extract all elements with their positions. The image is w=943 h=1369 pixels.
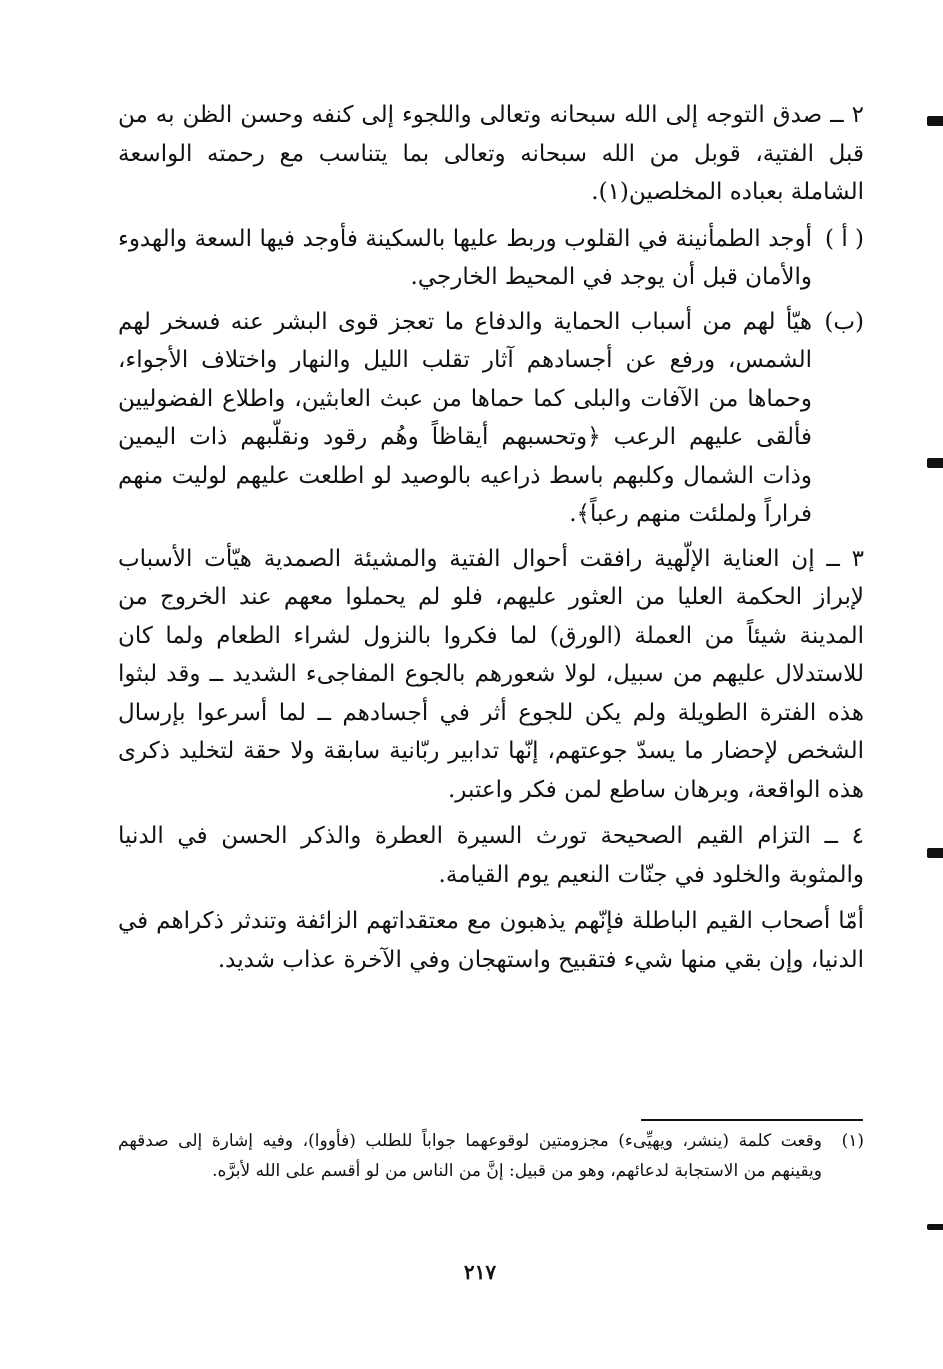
sub-item-a [118, 220, 864, 297]
binding-mark [927, 116, 943, 126]
sub-item-b-marker: (ب) [824, 308, 864, 335]
sub-item-a-text: أوجد الطمأنينة في القلوب وربط عليها بالسكينة فأوجد فيها السعة والهدوء والأمان قبل أن يوجد في المحيط الخارجي. [118, 225, 812, 290]
footnote [118, 1126, 864, 1186]
footnote-text: وقعت كلمة (ينشر، ويهيِّىء) مجزومتين لوقوعهما جواباً للطلب (فأووا)، وفيه إشارة إلى صدقهم ويقينهم من الاستجابة لدعائهم، وهو من قبيل: إنَّ من الناس من لو أقسم على الله لأبرَّه. [118, 1131, 822, 1181]
binding-mark [927, 1224, 943, 1230]
paragraph-3: ٣ ــ إن العناية الإلّهية رافقت أحوال الفتية والمشيئة الصمدية هيّأت الأسباب لإبراز الحكمة العليا من العثور عليهم، فلو لم يحملوا معهم عند الخروج من المدينة شيئاً من العملة (الورق) لما فكروا بالنزول لشراء الطعام ولما كان للاستدلال عليهم من سبيل، لولا شعورهم بالجوع المفاجىء الشديد ــ وقد لبثوا هذه الفترة الطويلة ولم يكن للجوع أثر في أجسادهم ــ لما أسرعوا بإرسال الشخص لإحضار ما يسدّ جوعتهم، إنّها تدابير ربّانية سابقة ولا حقة لتخليد ذكرى هذه الواقعة، وبرهان ساطع لمن فكر واعتبر. [118, 545, 864, 803]
binding-mark [927, 458, 943, 468]
binding-mark [927, 848, 943, 858]
footnote-divider [641, 1119, 863, 1121]
sub-item-a-marker: ( أ ) [825, 225, 864, 252]
page-number: ٢١٧ [463, 1260, 497, 1284]
paragraph-5: أمّا أصحاب القيم الباطلة فإنّهم يذهبون مع معتقداتهم الزائفة وتندثر ذكراهم في الدنيا، وإن بقي منها شيء فتقبيح واستهجان وفي الآخرة عذاب شديد. [118, 908, 864, 973]
main-text [118, 96, 864, 987]
sub-item-b-text: هيّأ لهم من أسباب الحماية والدفاع ما تعجز قوى البشر عنه فسخر لهم الشمس، ورفع عن أجسادهم آثار تقلب الليل والنهار واختلاف الأجواء، وحماها من الآفات والبلى كما حماها من عبث العابثين، واطلاع الفضوليين فألقى عليهم الرعب ﴿وتحسبهم أيقاظاً وهُم رقود ونقلّبهم ذات اليمين وذات الشمال وكلبهم باسط ذراعيه بالوصيد لو اطلعت عليهم لوليت منهم فراراً ولملئت منهم رعباً﴾. [118, 308, 812, 527]
footnote-marker: (١) [841, 1131, 864, 1151]
paragraph-2: ٢ ــ صدق التوجه إلى الله سبحانه وتعالى واللجوء إلى كنفه وحسن الظن به من قبل الفتية، قوبل من الله سبحانه وتعالى بما يتناسب مع رحمته الواسعة الشاملة بعباده المخلصين(١). [118, 102, 864, 205]
paragraph-4: ٤ ــ التزام القيم الصحيحة تورث السيرة العطرة والذكر الحسن في الدنيا والمثوبة والخلود في جنّات النعيم يوم القيامة. [118, 823, 864, 888]
sub-item-b [118, 303, 864, 534]
